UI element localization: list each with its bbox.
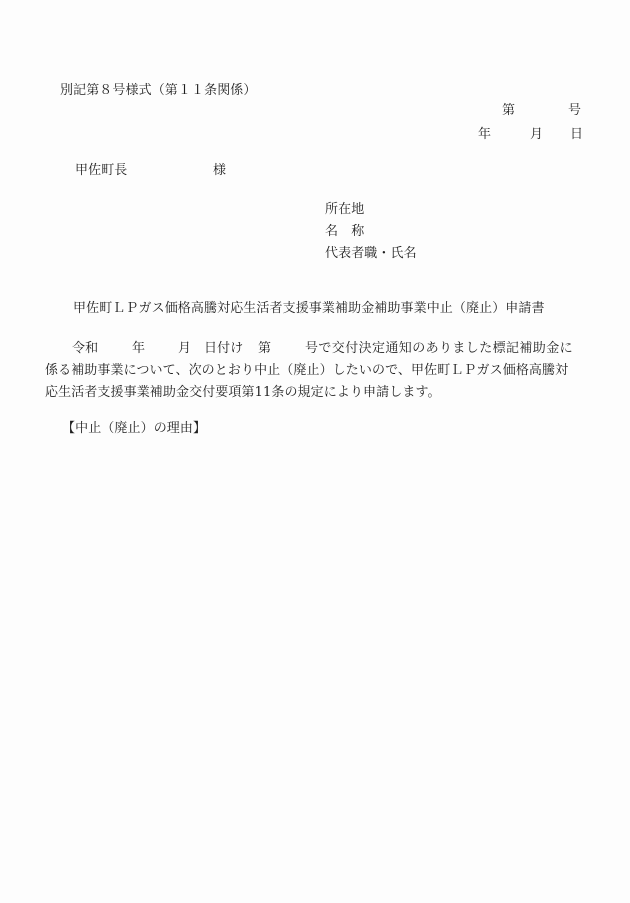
doc-number-prefix: 第 — [502, 103, 516, 118]
body-line-2: 係る補助事業について、次のとおり中止（廃止）したいので、甲佐町ＬＰガス価格高騰対 — [45, 363, 569, 378]
body-line-3: 応生活者支援事業補助金交付要項第11条の規定により申請します。 — [45, 385, 441, 400]
reason-heading: 【中止（廃止）の理由】 — [62, 421, 207, 436]
date-year-label: 年 — [478, 127, 492, 142]
applicant-representative-label: 代表者職・氏名 — [325, 246, 417, 261]
body-month-label: 月 — [178, 341, 192, 356]
addressee-honorific: 様 — [213, 163, 227, 178]
applicant-name-label: 名 称 — [325, 224, 365, 239]
doc-number-suffix: 号 — [568, 103, 582, 118]
body-era-label: 令和 — [72, 341, 99, 356]
body-day-label: 日付け — [204, 341, 244, 356]
document-title: 甲佐町ＬＰガス価格高騰対応生活者支援事業補助金補助事業中止（廃止）申請書 — [73, 301, 545, 316]
applicant-address-label: 所在地 — [325, 202, 365, 217]
date-day-label: 日 — [570, 127, 584, 142]
date-month-label: 月 — [530, 127, 544, 142]
addressee-title: 甲佐町長 — [75, 163, 128, 178]
body-year-label: 年 — [132, 341, 146, 356]
body-line-1-rest: 号で交付決定通知のありました標記補助金に — [305, 341, 574, 356]
body-number-prefix: 第 — [258, 341, 272, 356]
form-number-label: 別記第８号様式（第１１条関係） — [60, 83, 257, 98]
